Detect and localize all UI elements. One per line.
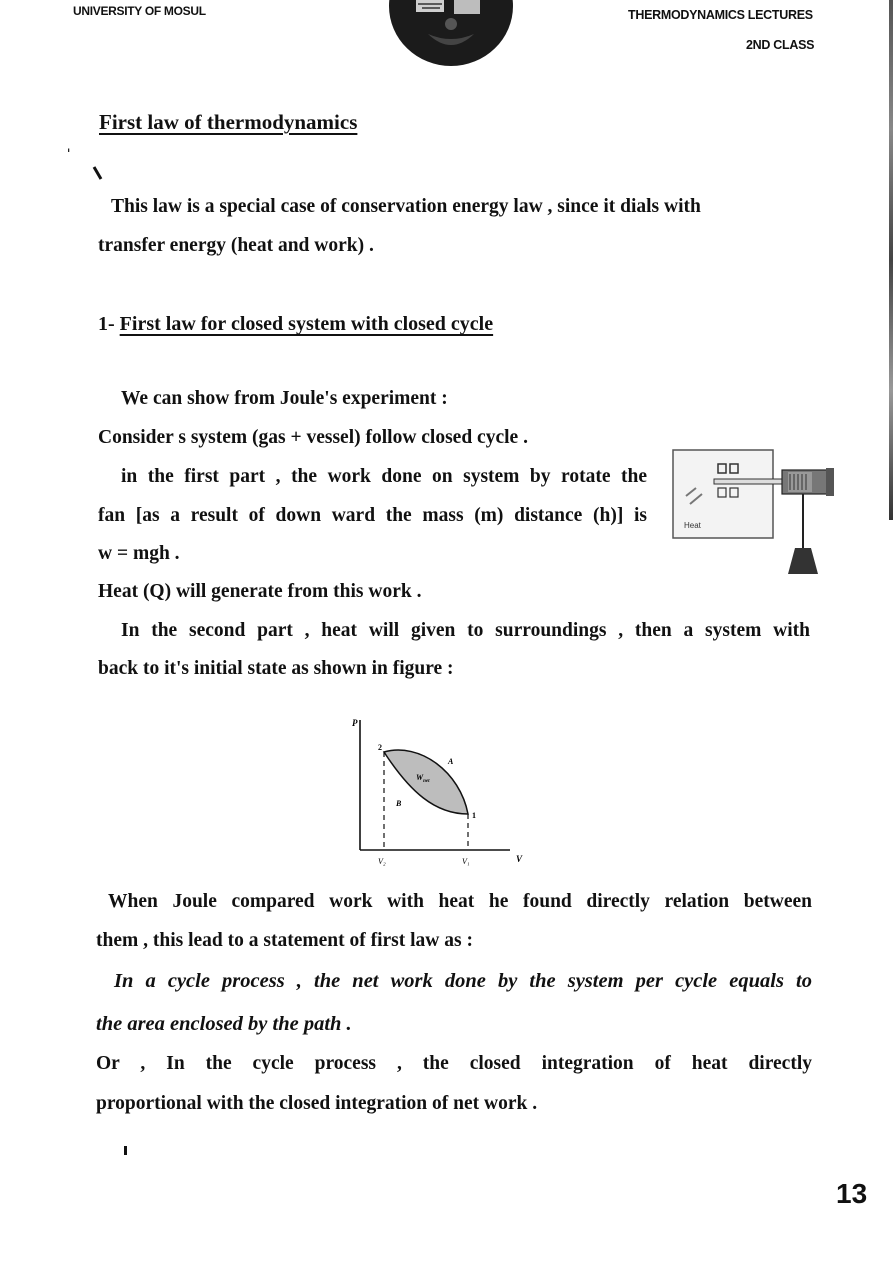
state-1-label: 1	[472, 811, 476, 820]
law-statement-line-1: In a cycle process , the net work done by the system per cycle equals to	[114, 970, 812, 992]
para-line-3: in the first part , the work done on system by rotate the	[121, 466, 647, 487]
margin-mark: ˈ	[65, 144, 73, 169]
conclusion-line-6: proportional with the closed integration of net work .	[96, 1093, 538, 1114]
scan-edge	[889, 0, 893, 520]
intro-line-1: This law is a special case of conservation energy law , since it dials with	[111, 196, 701, 217]
page-number: 13	[836, 1178, 868, 1209]
para-line-5: w = mgh .	[98, 543, 180, 564]
conclusion-line-5: Or , In the cycle process , the closed integration of heat directly	[96, 1053, 812, 1074]
p-axis-label: P	[352, 718, 358, 728]
para-line-4: fan [as a result of down ward the mass (m) distance (h)] is	[98, 505, 647, 526]
path-a-label: A	[448, 757, 454, 766]
path-b-label: B	[396, 799, 402, 808]
pen-dot	[124, 1146, 127, 1155]
state-2-label: 2	[378, 743, 382, 752]
pv-cycle-diagram	[340, 712, 530, 872]
pen-mark	[93, 166, 103, 180]
para-line-1: We can show from Joule's experiment :	[121, 388, 448, 409]
section-title: First law for closed system with closed cycle	[119, 313, 494, 335]
v-axis-label: V	[516, 854, 523, 864]
para-line-6: Heat (Q) will generate from this work .	[98, 581, 422, 602]
header-university: UNIVERSITY OF MOSUL	[73, 4, 206, 18]
joule-apparatus-figure	[668, 446, 840, 580]
university-logo	[388, 0, 514, 66]
conclusion-line-1: When Joule compared work with heat he found directly relation between	[108, 891, 812, 912]
para-line-7: In the second part , heat will given to surroundings , then a system with	[121, 620, 810, 641]
heat-label: Heat	[684, 521, 701, 530]
para-line-8: back to it's initial state as shown in figure :	[98, 658, 454, 679]
net-work-label: $W_{net}$	[416, 773, 430, 784]
header-course: THERMODYNAMICS LECTURES	[628, 8, 813, 22]
section-number: 1-	[98, 313, 115, 335]
header-class: 2ND CLASS	[746, 38, 815, 52]
page-title: First law of thermodynamics	[99, 110, 358, 134]
intro-line-2: transfer energy (heat and work) .	[98, 235, 374, 256]
conclusion-line-2: them , this lead to a statement of first law as :	[96, 930, 473, 951]
section-heading	[98, 313, 493, 336]
law-statement-line-2: the area enclosed by the path .	[96, 1013, 352, 1035]
v2-tick-label: V₂	[378, 857, 386, 866]
para-line-2: Consider s system (gas + vessel) follow closed cycle .	[98, 427, 528, 448]
v1-tick-label: V₁	[462, 857, 470, 866]
